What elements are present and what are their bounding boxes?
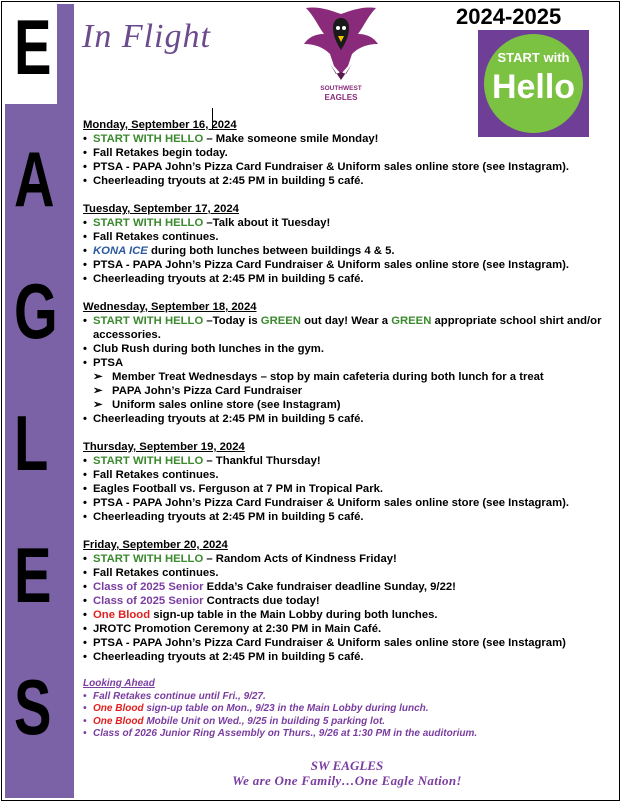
list-item	[83, 566, 613, 580]
list-item	[83, 594, 613, 608]
bullet-icon: •	[83, 357, 87, 369]
text-run: PTSA - PAPA John’s Pizza Card Fundraiser & Uniform sales online store (see Instagram).	[93, 259, 570, 271]
footer-sw-eagles: SW EAGLES	[310, 758, 384, 773]
day-title: Tuesday, September 17, 2024	[83, 203, 239, 215]
day-title: Thursday, September 19, 2024	[83, 441, 245, 453]
arrow-bullet-icon: ➢	[93, 385, 103, 397]
side-letter-l-3: L	[14, 399, 49, 487]
text-run: Fall Retakes begin today.	[93, 147, 228, 159]
text-run: – Random Acts of Kindness Friday!	[203, 553, 397, 565]
bullet-icon: •	[83, 315, 87, 327]
announcements-content	[83, 118, 613, 741]
looking-ahead-section	[83, 678, 613, 741]
text-run: START WITH HELLO	[93, 455, 204, 467]
bullet-icon: •	[83, 623, 87, 635]
bullet-icon: •	[83, 703, 87, 714]
text-run: – Make someone smile Monday!	[203, 133, 379, 145]
list-item	[83, 482, 613, 496]
day-section	[83, 538, 613, 664]
hello-badge-hello-text: Hello	[491, 68, 576, 106]
list-item	[83, 496, 613, 510]
text-run: Edda’s Cake fundraiser deadline Sunday, 9/22!	[203, 581, 456, 593]
list-item	[83, 216, 613, 230]
text-run: PTSA	[93, 357, 124, 369]
bullet-icon: •	[83, 259, 87, 271]
side-letter-g-2: G	[14, 267, 58, 355]
arrow-bullet-icon: ➢	[93, 399, 103, 411]
text-run: PTSA - PAPA John’s Pizza Card Fundraiser & Uniform sales online store (see Instagram).	[93, 161, 570, 173]
list-item	[83, 622, 613, 636]
bullet-icon: •	[83, 497, 87, 509]
list-item	[83, 174, 613, 188]
bullet-icon: •	[83, 413, 87, 425]
day-section	[83, 202, 613, 286]
text-run: One Blood	[93, 715, 144, 727]
bullet-icon: •	[83, 469, 87, 481]
bullet-icon: •	[83, 133, 87, 145]
text-run: sign-up table in the Main Lobby during both lunches.	[150, 609, 438, 621]
newsletter-title: In Flight	[82, 18, 211, 55]
text-run: during both lunches between buildings 4 & 5.	[147, 245, 395, 257]
text-run: JROTC Promotion Ceremony at 2:30 PM in Main Café.	[93, 623, 382, 635]
list-item	[83, 691, 613, 704]
text-run: sign-up table on Mon., 9/23 in the Main Lobby during lunch.	[143, 703, 429, 714]
list-item	[83, 132, 613, 146]
bullet-icon: •	[83, 553, 87, 565]
text-run: Contracts due today!	[203, 595, 320, 607]
bullet-icon: •	[83, 273, 87, 285]
side-letter-a-1: A	[14, 135, 55, 223]
bullet-icon: •	[83, 175, 87, 187]
bullet-icon: •	[83, 609, 87, 621]
list-item	[83, 703, 613, 716]
bullet-icon: •	[83, 245, 87, 257]
text-run: – Thankful Thursday!	[203, 455, 321, 467]
bullet-icon: •	[83, 651, 87, 663]
bullet-icon: •	[83, 343, 87, 355]
list-item	[83, 728, 613, 741]
text-run: One Blood	[93, 609, 151, 621]
text-run: Cheerleading tryouts at 2:45 PM in building 5 café.	[93, 175, 364, 187]
list-item	[83, 160, 613, 174]
text-run: Fall Retakes continues.	[93, 231, 219, 243]
list-item	[83, 636, 613, 650]
text-run: START WITH HELLO	[93, 217, 204, 229]
side-letter-e-0: E	[14, 3, 52, 91]
school-year: 2024-2025	[456, 4, 562, 29]
text-run: Cheerleading tryouts at 2:45 PM in building 5 café.	[93, 413, 364, 425]
text-run: START WITH HELLO	[93, 133, 204, 145]
text-run: –Today is	[203, 315, 261, 327]
day-title: Monday, September 16, 2024	[83, 119, 237, 131]
text-run: –Talk about it Tuesday!	[203, 217, 331, 229]
list-item	[83, 608, 613, 622]
list-item	[83, 454, 613, 468]
list-item	[83, 716, 613, 729]
list-item	[83, 244, 613, 258]
list-item	[83, 650, 613, 664]
list-item	[83, 552, 613, 566]
text-run: PTSA - PAPA John’s Pizza Card Fundraiser & Uniform sales online store (see Instagram)	[93, 637, 566, 649]
text-run: Fall Retakes continue until Fri., 9/27.	[93, 690, 266, 702]
footer-motto: We are One Family…One Eagle Nation!	[232, 773, 462, 788]
text-run: PTSA - PAPA John’s Pizza Card Fundraiser & Uniform sales online store (see Instagram).	[93, 497, 570, 509]
bullet-icon: •	[83, 161, 87, 173]
day-title: Friday, September 20, 2024	[83, 539, 228, 551]
list-item	[83, 314, 613, 342]
text-run: One Blood	[93, 703, 144, 714]
list-item	[83, 510, 613, 524]
bullet-icon: •	[83, 231, 87, 243]
text-run: Cheerleading tryouts at 2:45 PM in building 5 café.	[93, 273, 364, 285]
bullet-icon: •	[83, 217, 87, 229]
sub-list-item	[83, 384, 613, 398]
bullet-icon: •	[83, 637, 87, 649]
text-run: START WITH HELLO	[93, 315, 204, 327]
text-run: Mobile Unit on Wed., 9/25 in building 5 parking lot.	[143, 715, 386, 727]
logo-text-eagles: EAGLES	[324, 93, 358, 102]
sub-item-text: PAPA John’s Pizza Card Fundraiser	[112, 385, 303, 397]
text-run: Class of 2025 Senior	[93, 595, 204, 607]
day-title: Wednesday, September 18, 2024	[83, 301, 257, 313]
bullet-icon: •	[83, 483, 87, 495]
side-letter-s-5: S	[14, 663, 52, 751]
bullet-icon: •	[83, 581, 87, 593]
looking-ahead-title: Looking Ahead	[83, 678, 155, 689]
list-item	[83, 412, 613, 426]
text-run: Cheerleading tryouts at 2:45 PM in building 5 café.	[93, 651, 364, 663]
arrow-bullet-icon: ➢	[93, 371, 103, 383]
eagle-logo-icon	[300, 4, 382, 108]
text-run: GREEN	[260, 315, 301, 327]
bullet-icon: •	[83, 147, 87, 159]
text-run: appropriate school shirt and/or accessories.	[93, 315, 602, 341]
bullet-icon: •	[83, 455, 87, 467]
list-item	[83, 146, 613, 160]
sub-item-text: Uniform sales online store (see Instagram)	[112, 399, 341, 411]
list-item	[83, 230, 613, 244]
day-section	[83, 300, 613, 426]
day-section	[83, 118, 613, 188]
text-run: Cheerleading tryouts at 2:45 PM in building 5 café.	[93, 511, 364, 523]
day-section	[83, 440, 613, 524]
text-run: GREEN	[391, 315, 432, 327]
sub-list-item	[83, 370, 613, 384]
bullet-icon: •	[83, 595, 87, 607]
hello-badge-start-text: START with	[497, 50, 570, 65]
bullet-icon: •	[83, 511, 87, 523]
bullet-icon: •	[83, 728, 87, 739]
bullet-icon: •	[83, 567, 87, 579]
list-item	[83, 356, 613, 370]
text-run: out day! Wear a	[300, 315, 392, 327]
text-run: Class of 2026 Junior Ring Assembly on Thurs., 9/26 at 1:30 PM in the auditorium.	[93, 728, 478, 739]
text-run: Class of 2025 Senior	[93, 581, 204, 593]
side-letter-e-4: E	[14, 531, 52, 619]
list-item	[83, 342, 613, 356]
text-run: START WITH HELLO	[93, 553, 204, 565]
list-item	[83, 272, 613, 286]
text-run: KONA ICE	[93, 245, 148, 257]
text-run: Fall Retakes continues.	[93, 469, 219, 481]
bullet-icon: •	[83, 690, 87, 702]
text-run: Fall Retakes continues.	[93, 567, 219, 579]
sub-item-text: Member Treat Wednesdays – stop by main cafeteria during both lunch for a treat	[112, 371, 544, 383]
list-item	[83, 580, 613, 594]
text-run: Eagles Football vs. Ferguson at 7 PM in Tropical Park.	[93, 483, 384, 495]
bullet-icon: •	[83, 715, 87, 727]
text-run: Club Rush during both lunches in the gym.	[93, 343, 324, 355]
list-item	[83, 258, 613, 272]
logo-text-southwest: SOUTHWEST	[320, 85, 362, 92]
sub-list-item	[83, 398, 613, 412]
list-item	[83, 468, 613, 482]
